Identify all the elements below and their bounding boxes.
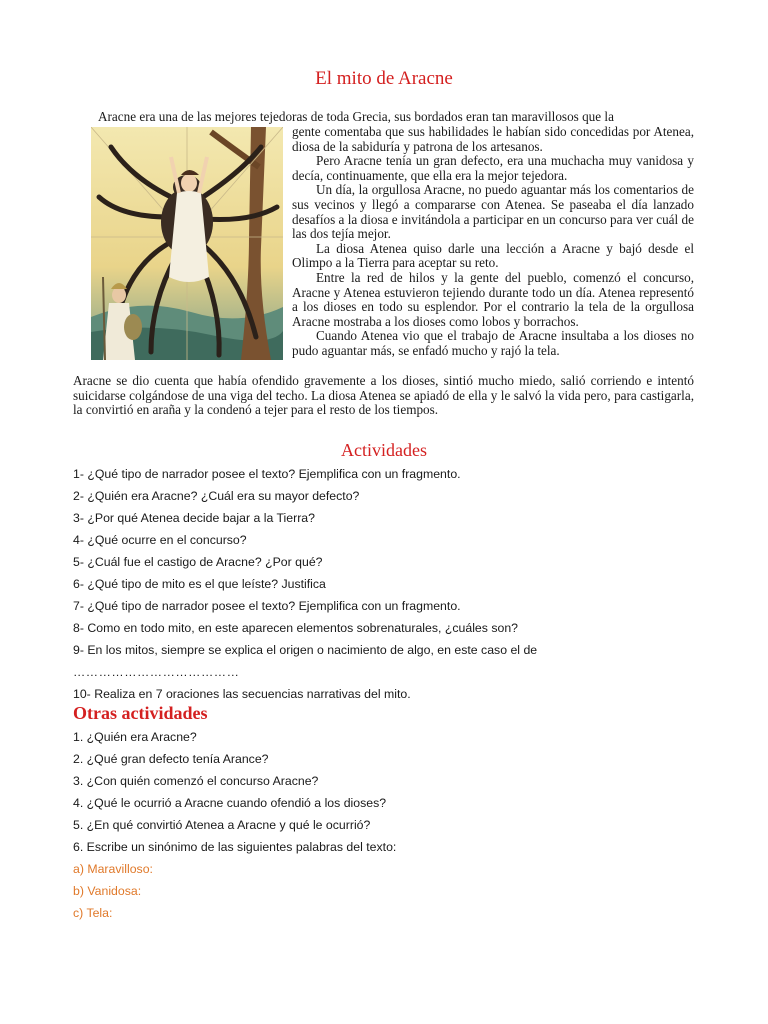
other-activities-heading: Otras actividades <box>73 703 208 723</box>
document-title: El mito de Aracne <box>315 68 453 89</box>
story-final-paragraph: Aracne se dio cuenta que había ofendido gravemente a los dioses, sintió mucho miedo, salió corriendo e intentó suicidarse colgándose de una viga del techo. La diosa Atenea se apiadó de ella y le salvó la vida pero, para castigarla, la convirtió en araña y la condenó a tejer para el resto de los tiempos. <box>73 373 694 418</box>
other-activities-list <box>73 726 713 924</box>
synonym-item: a) Maravilloso: <box>73 862 153 876</box>
list-item: 2. ¿Qué gran defecto tenía Arance? <box>73 752 269 766</box>
list-item: 5- ¿Cuál fue el castigo de Aracne? ¿Por qué? <box>73 555 323 569</box>
illustration-image <box>91 127 283 360</box>
list-item: 10- Realiza en 7 oraciones las secuencias narrativas del mito. <box>73 687 411 701</box>
activities-heading: Actividades <box>341 440 427 460</box>
story-paragraph: Pero Aracne tenía un gran defecto, era una muchacha muy vanidosa y decía, continuamente, que ella era la mejor tejedora. <box>292 153 694 183</box>
list-item: 7- ¿Qué tipo de narrador posee el texto? Ejemplifica con un fragmento. <box>73 599 461 613</box>
list-item: 3- ¿Por qué Atenea decide bajar a la Tierra? <box>73 511 315 525</box>
story-paragraph: La diosa Atenea quiso darle una lección a Aracne y bajó desde el Olimpo a la Tierra para aceptar su reto. <box>292 240 694 271</box>
list-item: 3. ¿Con quién comenzó el concurso Aracne? <box>73 774 319 788</box>
list-item: 1. ¿Quién era Aracne? <box>73 730 197 744</box>
list-item: 4. ¿Qué le ocurrió a Aracne cuando ofendió a los dioses? <box>73 796 387 810</box>
story-paragraph: Un día, la orgullosa Aracne, no puedo aguantar más los comentarios de sus vecinos y llegó a compararse con Atenea. Se paseaba el día lanzado desafíos a la diosa e invitándola a participar en un concurso para ver cuál de las dos tejía mejor. <box>292 182 694 242</box>
story-first-line: Aracne era una de las mejores tejedoras de toda Grecia, sus bordados eran tan maravillosos que la <box>98 109 614 124</box>
list-item: 6. Escribe un sinónimo de las siguientes palabras del texto: <box>73 840 397 854</box>
story-right-column <box>292 125 694 359</box>
aracne-spider-illustration <box>91 127 283 360</box>
list-item: 4- ¿Qué ocurre en el concurso? <box>73 533 247 547</box>
list-item: 5. ¿En qué convirtió Atenea a Aracne y qué le ocurrió? <box>73 818 371 832</box>
list-item: 8- Como en todo mito, en este aparecen elementos sobrenaturales, ¿cuáles son? <box>73 621 518 635</box>
synonym-item: b) Vanidosa: <box>73 884 142 898</box>
story-paragraph: gente comentaba que sus habilidades le habían sido concedidas por Atenea, diosa de la sabiduría y patrona de los artesanos. <box>292 124 694 154</box>
list-item: 9- En los mitos, siempre se explica el origen o nacimiento de algo, en este caso el de <box>73 643 538 657</box>
story-paragraph: Cuando Atenea vio que el trabajo de Aracne insultaba a los dioses no pudo aguantar más, se enfadó mucho y rajó la tela. <box>292 328 694 358</box>
synonym-item: c) Tela: <box>73 906 113 920</box>
list-item: 2- ¿Quién era Aracne? ¿Cuál era su mayor defecto? <box>73 489 360 503</box>
list-item: 6- ¿Qué tipo de mito es el que leíste? Justifica <box>73 577 326 591</box>
activities-list <box>73 463 713 705</box>
list-item: 1- ¿Qué tipo de narrador posee el texto? Ejemplifica con un fragmento. <box>73 467 461 481</box>
story-paragraph: Entre la red de hilos y la gente del pueblo, comenzó el concurso, Aracne y Atenea estuvieron tejiendo durante todo un día. Atenea representó a los dioses en todo su esplendor. Por el contrario la tela de la orgullosa Aracne mostraba a los dioses como lobos y borrachos. <box>292 269 694 329</box>
answer-blank-line: ………………………………… <box>73 665 240 679</box>
